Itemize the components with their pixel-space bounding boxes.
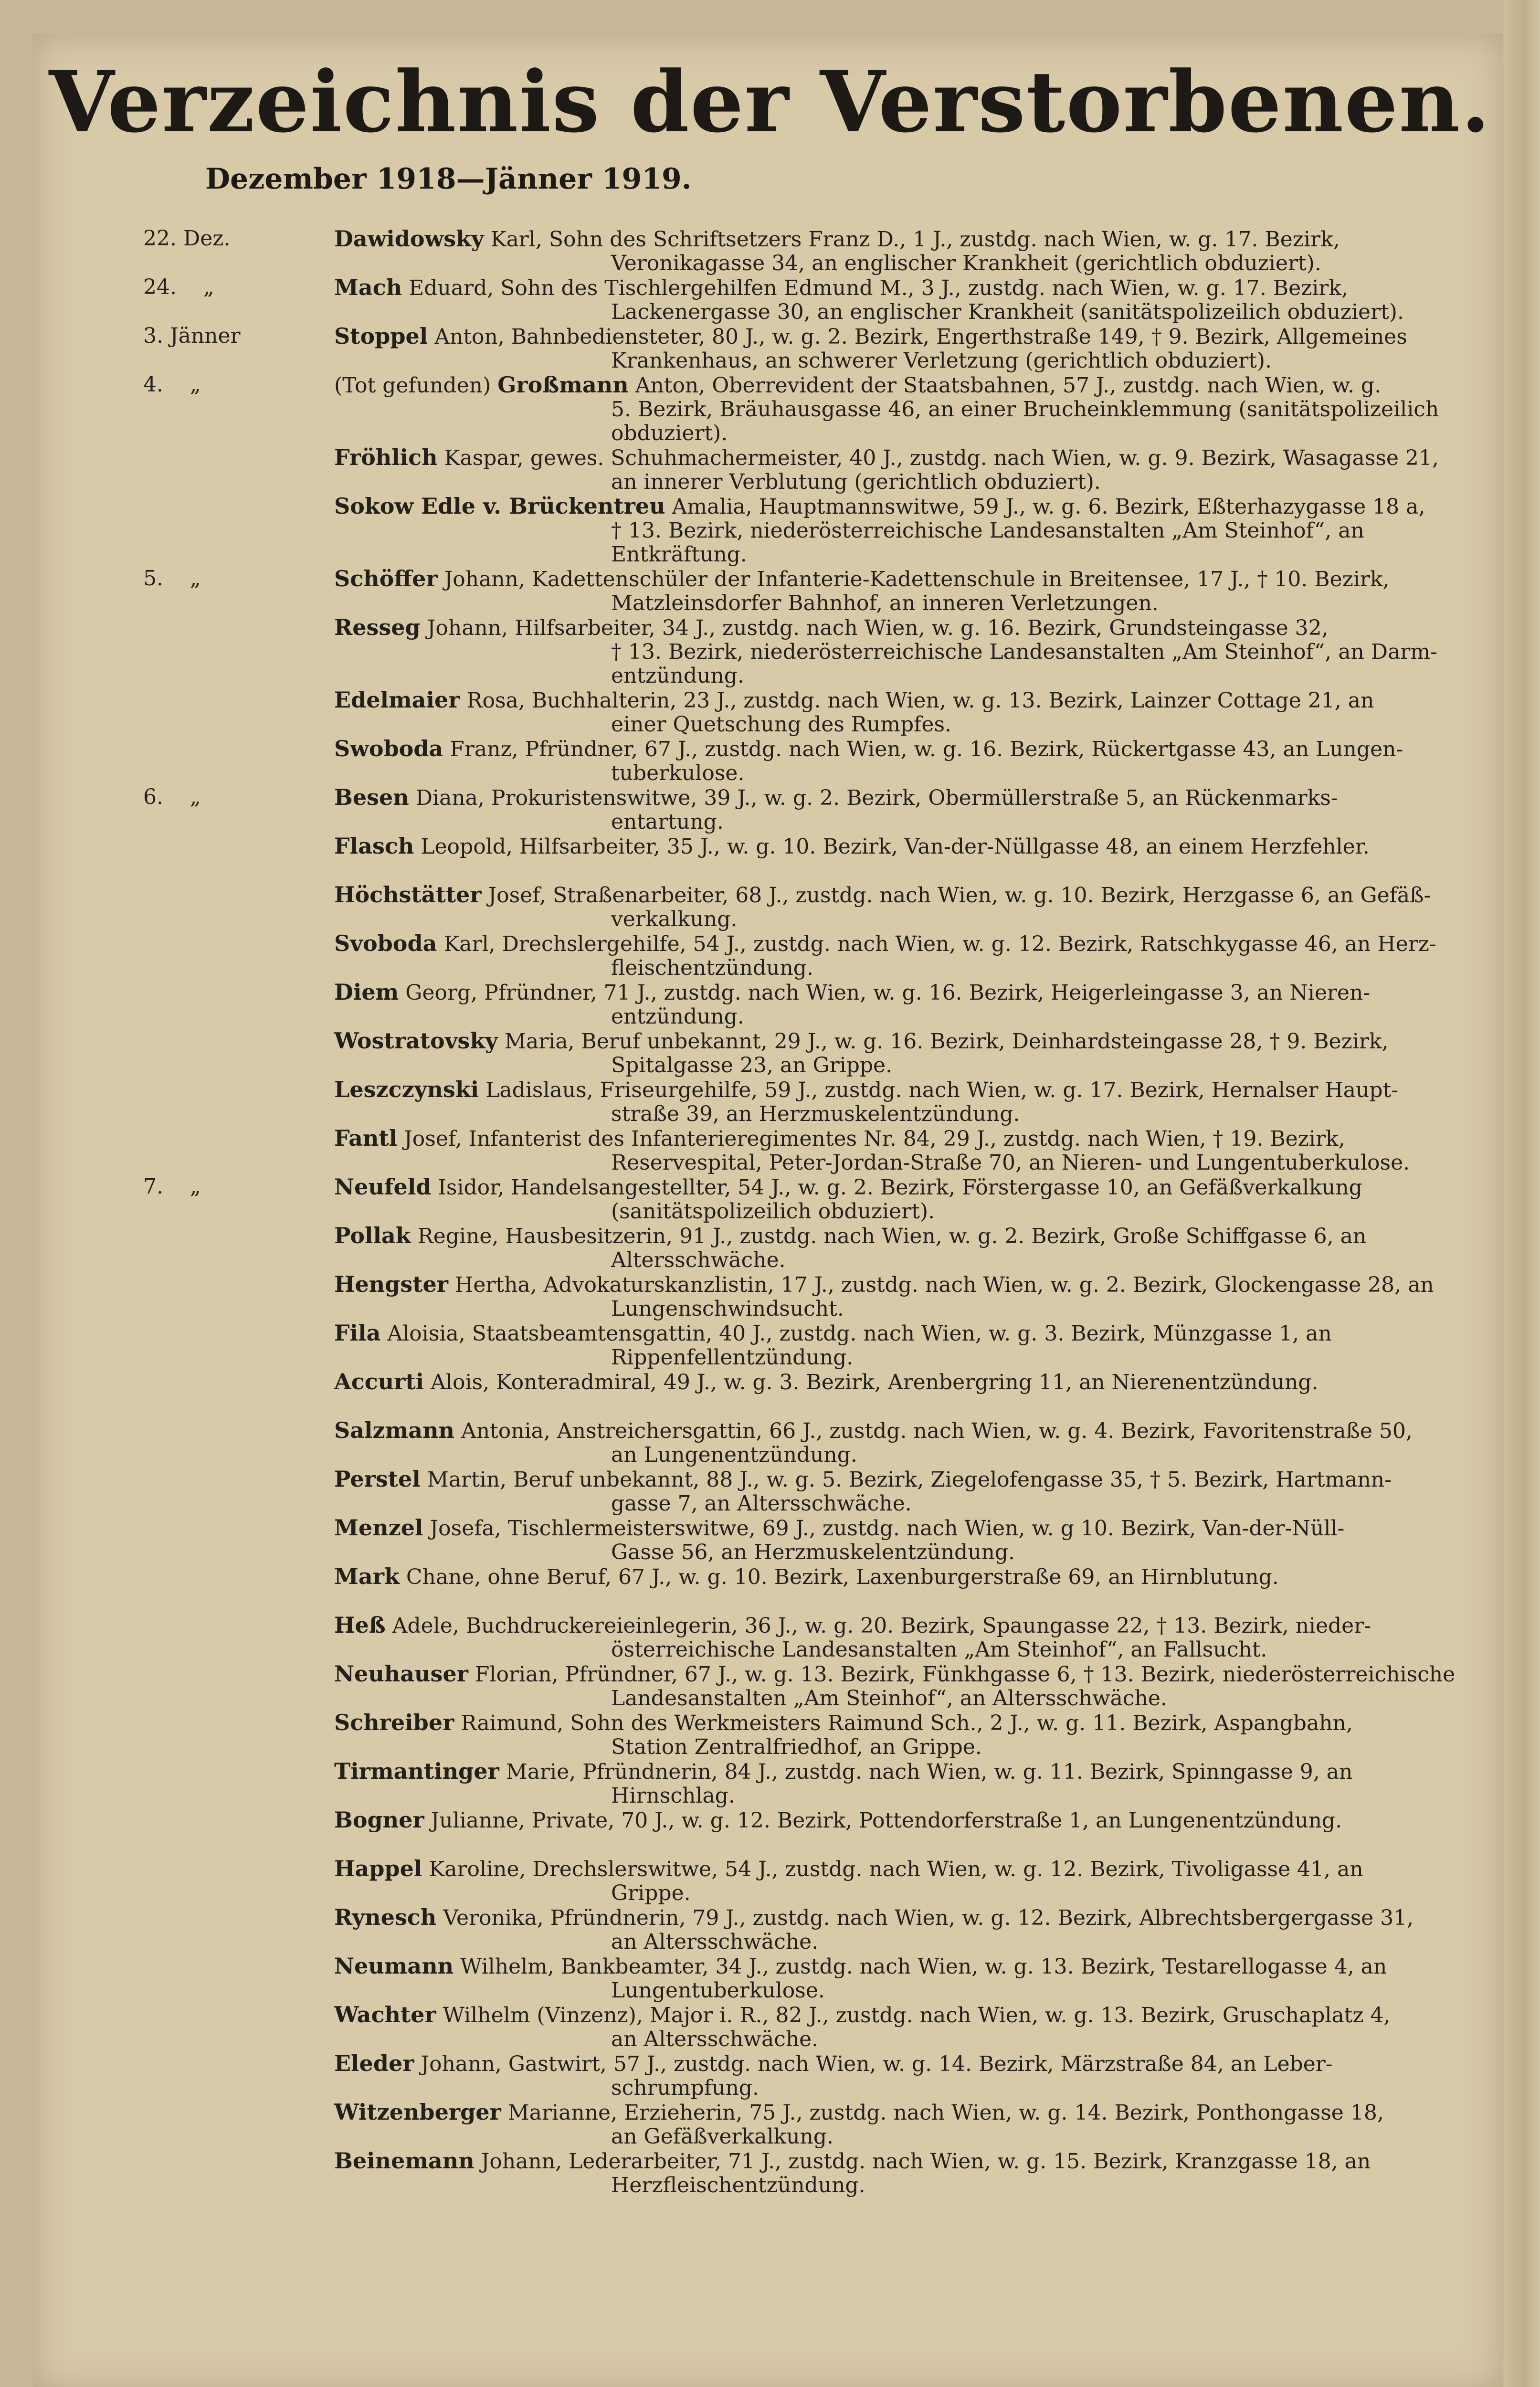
entry-date: 22. Dez. — [143, 226, 231, 251]
entry-detail-line: Ladislaus, Friseurgehilfe, 59 J., zustdg. nach Wien, w. g. 17. Bezirk, Hernalser Haupt- — [479, 1078, 1399, 1102]
register-entry — [0, 567, 1540, 615]
entry-text — [334, 1370, 1470, 1394]
deceased-surname: Perstel — [334, 1466, 421, 1492]
entry-text — [334, 1321, 1470, 1370]
deceased-surname: Großmann — [497, 372, 629, 398]
deceased-surname: Tirmantinger — [334, 1758, 499, 1784]
register-entry — [0, 1857, 1540, 1905]
entry-detail-line: Georg, Pfründner, 71 J., zustdg. nach Wien, w. g. 16. Bezirk, Heigerleingasse 3, an Nieren- — [399, 981, 1371, 1005]
entry-detail-line: Amalia, Hauptmannswitwe, 59 J., w. g. 6. Bezirk, Eßterhazygasse 18 a, — [665, 495, 1425, 519]
register-entry — [0, 785, 1540, 834]
deceased-surname: Besen — [334, 784, 409, 810]
entry-continuation-line: entzündung. — [611, 664, 744, 688]
entry-detail-line: Josefa, Tischlermeisterswitwe, 69 J., zustdg. nach Wien, w. g 10. Bezirk, Van-der-Nüll- — [423, 1516, 1345, 1541]
entry-text — [334, 785, 1470, 834]
register-entry — [0, 883, 1540, 931]
entry-detail-line: Karl, Drechslergehilfe, 54 J., zustdg. nach Wien, w. g. 12. Bezirk, Ratschkygasse 46, an Herz- — [437, 932, 1436, 956]
register-entry — [0, 445, 1540, 494]
entry-text — [334, 1029, 1470, 1077]
register-entry — [0, 2003, 1540, 2051]
entry-text — [334, 1224, 1470, 1272]
entry-text — [334, 1077, 1470, 1126]
entry-continuation-line: Herzfleischentzündung. — [611, 2173, 865, 2197]
entry-text — [334, 1857, 1470, 1905]
entry-text — [334, 1564, 1470, 1589]
entry-continuation-line: 5. Bezirk, Bräuhausgasse 46, an einer Brucheinklemmung (sanitätspolizeilich — [611, 397, 1439, 422]
date-range-heading: Dezember 1918—Jänner 1919. — [205, 162, 692, 196]
deceased-surname: Eleder — [334, 2050, 414, 2076]
register-entry — [0, 1077, 1540, 1126]
entry-detail-line: Hertha, Advokaturskanzlistin, 17 J., zustdg. nach Wien, w. g. 2. Bezirk, Glockengasse 28, an — [448, 1273, 1434, 1297]
entry-continuation-line: † 13. Bezirk, niederösterreichische Landesanstalten „Am Steinhof“, an Darm- — [611, 640, 1437, 664]
entry-detail-line: Adele, Buchdruckereieinlegerin, 36 J., w. g. 20. Bezirk, Spaungasse 22, † 13. Bezirk, nieder- — [385, 1614, 1371, 1638]
entry-text — [334, 1175, 1470, 1224]
register-entry — [0, 1370, 1540, 1418]
entry-text — [334, 931, 1470, 980]
entry-text — [334, 275, 1470, 324]
entry-prefix: (Tot gefunden) — [334, 373, 498, 398]
deceased-surname: Flasch — [334, 833, 414, 859]
entry-text — [334, 2149, 1470, 2197]
deceased-surname: Schöffer — [334, 566, 438, 591]
entry-detail-line: Marie, Pfründnerin, 84 J., zustdg. nach Wien, w. g. 11. Bezirk, Spinngasse 9, an — [499, 1760, 1353, 1784]
entry-detail-line: Johann, Hilfsarbeiter, 34 J., zustdg. nach Wien, w. g. 16. Bezirk, Grundsteingasse 32, — [420, 616, 1329, 640]
entry-continuation-line: Krankenhaus, an schwerer Verletzung (gerichtlich obduziert). — [611, 349, 1272, 373]
entry-continuation-line: an Altersschwäche. — [611, 1930, 819, 1954]
entry-text — [334, 1418, 1470, 1467]
entry-date: 6. „ — [143, 785, 201, 809]
entry-continuation-line: Grippe. — [611, 1881, 691, 1905]
entry-detail-line: Wilhelm, Bankbeamter, 34 J., zustdg. nach Wien, w. g. 13. Bezirk, Testarellogasse 4, an — [454, 1954, 1387, 1979]
entry-detail-line: Isidor, Handelsangestellter, 54 J., w. g. 2. Bezirk, Förstergasse 10, an Gefäßverkalkung — [431, 1175, 1362, 1200]
register-entry — [0, 227, 1540, 275]
deceased-surname: Fila — [334, 1320, 381, 1346]
entry-text — [334, 373, 1470, 445]
entry-text — [334, 1126, 1470, 1175]
deceased-surname: Wachter — [334, 2002, 436, 2028]
entry-detail-line: Anton, Bahnbediensteter, 80 J., w. g. 2. Bezirk, Engerthstraße 149, † 9. Bezirk, Allgemeines — [428, 325, 1407, 349]
entry-text — [334, 227, 1470, 275]
entry-detail-line: Kaspar, gewes. Schuhmachermeister, 40 J., zustdg. nach Wien, w. g. 9. Bezirk, Wasagasse 21, — [437, 446, 1439, 470]
register-entry — [0, 1954, 1540, 2003]
entry-detail-line: Eduard, Sohn des Tischlergehilfen Edmund M., 3 J., zustdg. nach Wien, w. g. 17. Bezirk, — [402, 276, 1349, 300]
entry-continuation-line: Gasse 56, an Herzmuskelentzündung. — [611, 1540, 1015, 1564]
entry-text — [334, 1272, 1470, 1321]
entry-detail-line: Chane, ohne Beruf, 67 J., w. g. 10. Bezirk, Laxenburgerstraße 69, an Hirnblutung. — [399, 1565, 1279, 1589]
deceased-surname: Sokow Edle v. Brückentreu — [334, 493, 665, 519]
deceased-surname: Neufeld — [334, 1174, 432, 1200]
entry-text — [334, 1516, 1470, 1564]
register-entry — [0, 2149, 1540, 2197]
register-entry — [0, 688, 1540, 737]
entry-continuation-line: gasse 7, an Altersschwäche. — [611, 1491, 912, 1516]
register-entry — [0, 1516, 1540, 1564]
deceased-surname: Schreiber — [334, 1710, 454, 1735]
entry-detail-line: Josef, Straßenarbeiter, 68 J., zustdg. nach Wien, w. g. 10. Bezirk, Herzgasse 6, an Gefäß- — [481, 883, 1431, 908]
entry-continuation-line: Station Zentralfriedhof, an Grippe. — [611, 1735, 982, 1759]
entry-text — [334, 567, 1470, 615]
entry-text — [334, 1905, 1470, 1954]
entry-detail-line: Raimund, Sohn des Werkmeisters Raimund Sch., 2 J., w. g. 11. Bezirk, Aspangbahn, — [454, 1711, 1353, 1735]
entry-detail-line: Alois, Konteradmiral, 49 J., w. g. 3. Bezirk, Arenbergring 11, an Nierenentzündung. — [424, 1370, 1318, 1394]
entry-detail-line: Antonia, Anstreichersgattin, 66 J., zustdg. nach Wien, w. g. 4. Bezirk, Favoritenstraße 50, — [454, 1419, 1413, 1443]
deceased-surname: Beinemann — [334, 2148, 475, 2174]
entry-date: 5. „ — [143, 566, 201, 591]
register-entry — [0, 1564, 1540, 1613]
entry-text — [334, 615, 1470, 688]
entry-date: 4. „ — [143, 372, 201, 397]
register-entry — [0, 2051, 1540, 2100]
entry-continuation-line: (sanitätspolizeilich obduziert). — [611, 1199, 935, 1224]
entry-continuation-line: straße 39, an Herzmuskelentzündung. — [611, 1102, 1020, 1126]
entry-continuation-line: Landesanstalten „Am Steinhof“, an Altersschwäche. — [611, 1686, 1167, 1711]
entry-date: 7. „ — [143, 1174, 201, 1199]
register-entry — [0, 615, 1540, 688]
register-entry — [0, 275, 1540, 324]
deceased-surname: Bogner — [334, 1807, 424, 1833]
register-entry — [0, 1224, 1540, 1272]
deceased-surname: Pollak — [334, 1223, 411, 1248]
deceased-surname: Fantl — [334, 1125, 398, 1151]
deceased-surname: Neumann — [334, 1953, 454, 1979]
register-entry — [0, 1808, 1540, 1857]
deceased-surname: Witzenberger — [334, 2099, 501, 2125]
entry-continuation-line: Hirnschlag. — [611, 1784, 735, 1808]
deceased-surname: Mark — [334, 1563, 400, 1589]
deceased-surname: Stoppel — [334, 323, 428, 349]
register-entry — [0, 931, 1540, 980]
deceased-surname: Edelmaier — [334, 687, 460, 713]
entry-continuation-line: entzündung. — [611, 1004, 744, 1029]
entry-detail-line: Karl, Sohn des Schriftsetzers Franz D., 1 J., zustdg. nach Wien, w. g. 17. Bezirk, — [484, 227, 1340, 252]
entry-text — [334, 2051, 1470, 2100]
entry-detail-line: Wilhelm (Vinzenz), Major i. R., 82 J., zustdg. nach Wien, w. g. 13. Bezirk, Gruschaplatz 4, — [436, 2003, 1391, 2028]
entry-detail-line: Franz, Pfründner, 67 J., zustdg. nach Wien, w. g. 16. Bezirk, Rückertgasse 43, an Lungen- — [443, 737, 1403, 761]
register-entry — [0, 1662, 1540, 1711]
entry-continuation-line: schrumpfung. — [611, 2076, 759, 2100]
register-entry — [0, 1126, 1540, 1175]
entry-detail-line: Florian, Pfründner, 67 J., w. g. 13. Bezirk, Fünkhgasse 6, † 13. Bezirk, niederösterreichische — [468, 1662, 1456, 1687]
entry-text — [334, 1467, 1470, 1516]
entry-continuation-line: tuberkulose. — [611, 761, 745, 785]
register-entry — [0, 1613, 1540, 1662]
entry-text — [334, 1954, 1470, 2003]
entry-text — [334, 1759, 1470, 1808]
register-entry — [0, 1029, 1540, 1077]
entry-detail-line: Johann, Kadettenschüler der Infanterie-Kadettenschule in Breitensee, 17 J., † 10. Bezirk, — [437, 567, 1390, 591]
entry-detail-line: Maria, Beruf unbekannt, 29 J., w. g. 16. Bezirk, Deinhardsteingasse 28, † 9. Bezirk, — [497, 1029, 1389, 1054]
entry-detail-line: Johann, Lederarbeiter, 71 J., zustdg. nach Wien, w. g. 15. Bezirk, Kranzgasse 18, an — [474, 2149, 1371, 2174]
entry-text — [334, 324, 1470, 373]
entry-continuation-line: Lungenschwindsucht. — [611, 1297, 844, 1321]
register-entry — [0, 2100, 1540, 2149]
register-entry — [0, 324, 1540, 373]
register-entry — [0, 980, 1540, 1029]
deceased-surname: Menzel — [334, 1515, 423, 1541]
entry-continuation-line: † 13. Bezirk, niederösterreichische Landesanstalten „Am Steinhof“, an — [611, 518, 1364, 543]
entry-text — [334, 737, 1470, 785]
register-entry — [0, 737, 1540, 785]
entry-detail-line: Anton, Oberrevident der Staatsbahnen, 57 J., zustdg. nach Wien, w. g. — [628, 373, 1382, 398]
entry-continuation-line: Altersschwäche. — [611, 1248, 786, 1272]
entry-continuation-line: an innerer Verblutung (gerichtlich obduziert). — [611, 470, 1101, 494]
deceased-surname: Swoboda — [334, 736, 443, 761]
entry-detail-line: Aloisia, Staatsbeamtensgattin, 40 J., zustdg. nach Wien, w. g. 3. Bezirk, Münzgasse 1, an — [380, 1321, 1332, 1346]
entry-detail-line: Julianne, Private, 70 J., w. g. 12. Bezirk, Pottendorferstraße 1, an Lungenentzündung. — [424, 1808, 1342, 1833]
deceased-surname: Rynesch — [334, 1904, 437, 1930]
page-title: Verzeichnis der Verstorbenen. — [49, 53, 1491, 151]
register-entry — [0, 1418, 1540, 1467]
entry-continuation-line: verkalkung. — [611, 907, 738, 931]
entry-text — [334, 445, 1470, 494]
entry-continuation-line: an Altersschwäche. — [611, 2027, 819, 2051]
deceased-surname: Salzmann — [334, 1417, 454, 1443]
entry-text — [334, 1662, 1470, 1711]
entry-detail-line: Veronika, Pfründnerin, 79 J., zustdg. nach Wien, w. g. 12. Bezirk, Albrechtsbergergasse 31, — [436, 1906, 1414, 1930]
entry-continuation-line: Lackenergasse 30, an englischer Krankheit (sanitätspolizeilich obduziert). — [611, 300, 1404, 324]
entry-text — [334, 688, 1470, 737]
deceased-surname: Fröhlich — [334, 444, 438, 470]
entry-text — [334, 2100, 1470, 2149]
entry-continuation-line: Veronikagasse 34, an englischer Krankheit (gerichtlich obduziert). — [611, 251, 1321, 275]
entry-text — [334, 1613, 1470, 1662]
entry-continuation-line: fleischentzündung. — [611, 956, 813, 980]
entry-date: 3. Jänner — [143, 324, 241, 348]
register-entry — [0, 494, 1540, 567]
entry-continuation-line: an Lungenentzündung. — [611, 1443, 857, 1467]
deceased-surname: Höchstätter — [334, 882, 482, 908]
deceased-surname: Diem — [334, 979, 399, 1005]
entry-continuation-line: österreichische Landesanstalten „Am Steinhof“, an Fallsucht. — [611, 1637, 1267, 1662]
entry-detail-line: Josef, Infanterist des Infanterieregimentes Nr. 84, 29 J., zustdg. nach Wien, † 19. Bezirk, — [397, 1127, 1345, 1151]
death-register-list — [0, 227, 1540, 2197]
entry-text — [334, 980, 1470, 1029]
entry-text — [334, 1808, 1470, 1833]
register-entry — [0, 1711, 1540, 1759]
deceased-surname: Dawidowsky — [334, 226, 484, 252]
register-entry — [0, 1272, 1540, 1321]
deceased-surname: Leszczynski — [334, 1077, 479, 1102]
register-entry — [0, 1175, 1540, 1224]
deceased-surname: Neuhauser — [334, 1661, 468, 1687]
entry-detail-line: Regine, Hausbesitzerin, 91 J., zustdg. nach Wien, w. g. 2. Bezirk, Große Schiffgasse 6, an — [411, 1224, 1367, 1248]
entry-detail-line: Marianne, Erzieherin, 75 J., zustdg. nach Wien, w. g. 14. Bezirk, Ponthongasse 18, — [501, 2101, 1384, 2125]
entry-continuation-line: Spitalgasse 23, an Grippe. — [611, 1053, 893, 1077]
entry-detail-line: Rosa, Buchhalterin, 23 J., zustdg. nach Wien, w. g. 13. Bezirk, Lainzer Cottage 21, an — [460, 688, 1374, 713]
entry-detail-line: Martin, Beruf unbekannt, 88 J., w. g. 5. Bezirk, Ziegelofengasse 35, † 5. Bezirk, Hartmann- — [420, 1468, 1392, 1492]
register-entry — [0, 373, 1540, 445]
entry-text — [334, 2003, 1470, 2051]
deceased-surname: Hengster — [334, 1271, 448, 1297]
deceased-surname: Heß — [334, 1612, 386, 1638]
entry-continuation-line: Reservespital, Peter-Jordan-Straße 70, an Nieren- und Lungentuberkulose. — [611, 1151, 1410, 1175]
register-entry — [0, 1905, 1540, 1954]
deceased-surname: Svoboda — [334, 930, 437, 956]
register-entry — [0, 1759, 1540, 1808]
entry-detail-line: Diana, Prokuristenswitwe, 39 J., w. g. 2. Bezirk, Obermüllerstraße 5, an Rückenmarks- — [409, 786, 1338, 810]
register-entry — [0, 1321, 1540, 1370]
entry-detail-line: Leopold, Hilfsarbeiter, 35 J., w. g. 10. Bezirk, Van-der-Nüllgasse 48, an einem Herzfehler. — [414, 834, 1370, 859]
deceased-surname: Wostratovsky — [334, 1028, 498, 1054]
entry-text — [334, 494, 1470, 567]
entry-continuation-line: Entkräftung. — [611, 542, 747, 567]
deceased-surname: Mach — [334, 275, 402, 300]
entry-detail-line: Johann, Gastwirt, 57 J., zustdg. nach Wien, w. g. 14. Bezirk, Märzstraße 84, an Leber- — [414, 2052, 1333, 2076]
register-entry — [0, 1467, 1540, 1516]
entry-continuation-line: einer Quetschung des Rumpfes. — [611, 712, 952, 737]
entry-continuation-line: obduziert). — [611, 421, 728, 445]
entry-continuation-line: Rippenfellentzündung. — [611, 1345, 854, 1370]
entry-text — [334, 883, 1470, 931]
entry-text — [334, 834, 1470, 859]
entry-detail-line: Karoline, Drechslerswitwe, 54 J., zustdg. nach Wien, w. g. 12. Bezirk, Tivoligasse 41, an — [422, 1857, 1363, 1881]
entry-continuation-line: Lungentuberkulose. — [611, 1978, 825, 2003]
deceased-surname: Resseg — [334, 614, 421, 640]
deceased-surname: Accurti — [334, 1369, 424, 1394]
entry-continuation-line: entartung. — [611, 810, 724, 834]
entry-date: 24. „ — [143, 275, 214, 299]
entry-continuation-line: an Gefäßverkalkung. — [611, 2124, 834, 2149]
deceased-surname: Happel — [334, 1856, 422, 1881]
entry-text — [334, 1711, 1470, 1759]
entry-continuation-line: Matzleinsdorfer Bahnhof, an inneren Verletzungen. — [611, 591, 1159, 615]
register-entry — [0, 834, 1540, 883]
